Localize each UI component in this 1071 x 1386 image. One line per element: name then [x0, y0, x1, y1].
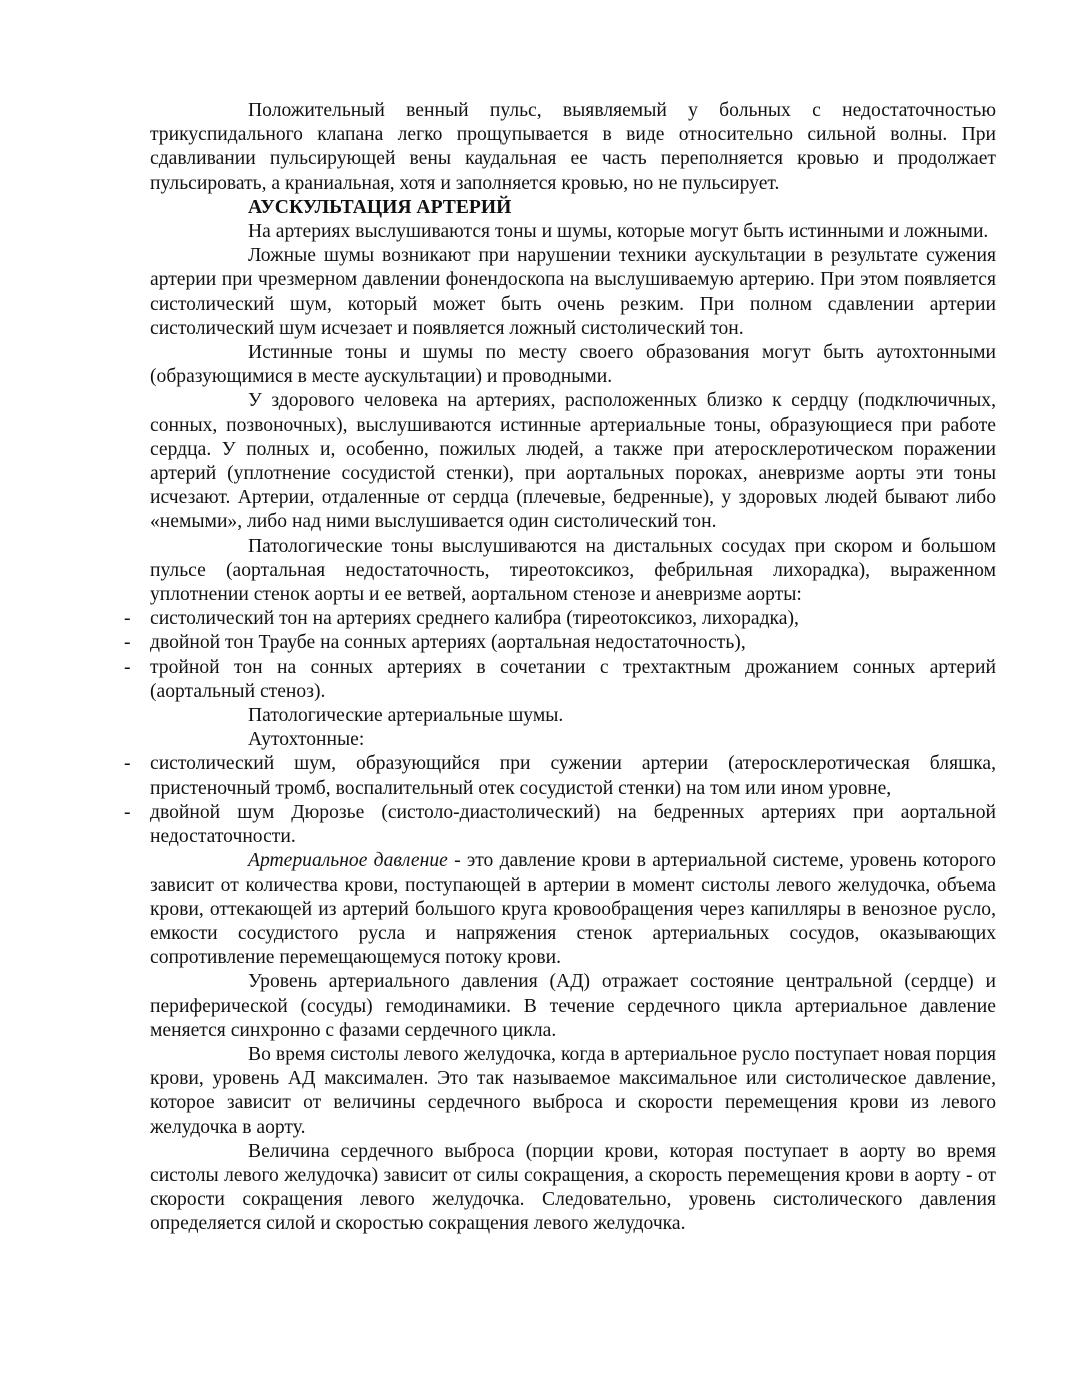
paragraph-healthy-person: У здорового человека на артериях, расположенных близко к сердцу (подключичных, сонных, позвоночных), выслушиваются истинные артериальные тоны, образующиеся при работе сердца. У полных и, особенно, пожилых людей, а также при атеросклеротическом поражении артерий (уплотнение сосудистой стенки), при аортальных пороках, аневризме аорты эти тоны исчезают. Артерии, отдаленные от сердца (плечевые, бедренные), у здоровых людей бывают либо «немыми», либо над ними выслушивается один систолический тон.: [150, 390, 996, 533]
term-arterial-pressure: Артериальное давление: [248, 850, 448, 872]
paragraph-pathological-tones: Патологические тоны выслушиваются на дистальных сосудах при скором и большом пульсе (аортальная недостаточность, тиреотоксикоз, фебрильная лихорадка), выраженном уплотнении стенок аорты и ее ветвей, аортальном стенозе и аневризме аорты:: [150, 535, 996, 606]
paragraph-autochthonous: Аутохтонные:: [248, 729, 365, 751]
list-autochthonous-murmurs: [150, 752, 996, 849]
list-item: - систолический тон на артериях среднего калибра (тиреотоксикоз, лихорадка),: [150, 607, 996, 631]
list-item: - двойной шум Дюрозье (систоло-диастолический) на бедренных артериях при аортальной недостаточности.: [150, 801, 996, 849]
paragraph-true-tones: Истинные тоны и шумы по месту своего образования могут быть аутохтонными (образующимися в месте аускультации) и проводными.: [150, 342, 996, 388]
paragraph-pathological-murmurs: Патологические артериальные шумы.: [248, 705, 564, 727]
paragraph-venous-pulse: Положительный венный пульс, выявляемый у больных с недостаточностью трикуспидального клапана легко прощупывается в виде относительно сильной волны. При сдавливании пульсирующей вены каудальная ее часть переполняется кровью и продолжает пульсировать, а краниальная, хотя и заполняется кровью, но не пульсирует.: [150, 100, 996, 194]
section-heading: АУСКУЛЬТАЦИЯ АРТЕРИЙ: [248, 196, 512, 218]
paragraph-false-murmurs: Ложные шумы возникают при нарушении техники аускультации в результате сужения артерии при чрезмерном давлении фонендоскопа на выслушиваемую артерию. При этом появляется систолический шум, который может быть очень резким. При полном сдавлении артерии систолический шум исчезает и появляется ложный систолический тон.: [150, 245, 996, 339]
paragraph-tones-murmurs: На артериях выслушиваются тоны и шумы, которые могут быть истинными и ложными.: [248, 221, 989, 243]
paragraph-arterial-pressure: [150, 849, 996, 970]
list-item: - двойной тон Траубе на сонных артериях (аортальная недостаточность),: [150, 631, 996, 655]
list-item: - тройной тон на сонных артериях в сочетании с трехтактным дрожанием сонных артерий (аортальный стеноз).: [150, 656, 996, 704]
paragraph-systole: Во время систолы левого желудочка, когда в артериальное русло поступает новая порция крови, уровень АД максимален. Это так называемое максимальное или систолическое давление, которое зависит от величины сердечного выброса и скорости перемещения крови из левого желудочка в аорту.: [150, 1043, 996, 1138]
list-item: - систолический шум, образующийся при сужении артерии (атеросклеротическая бляшка, пристеночный тромб, воспалительный отек сосудистой стенки) на том или ином уровне,: [150, 752, 996, 800]
paragraph-bp-level: Уровень артериального давления (АД) отражает состояние центральной (сердце) и периферической (сосуды) гемодинамики. В течение сердечного цикла артериальное давление меняется синхронно с фазами сердечного цикла.: [150, 971, 996, 1041]
list-pathological-tones: [150, 607, 996, 704]
definition-arterial-pressure: - это давление крови в артериальной системе, уровень которого зависит от количества крови, поступающей в артерии в момент систолы левого желудочка, объема крови, оттекающей из артерий большого круга кровообращения через капилляры в венозное русло, емкости сосудистого русла и напряжения стенок артериальных сосудов, оказывающих сопротивление перемещающемуся потоку крови.: [150, 850, 996, 969]
document-page: [150, 99, 996, 1237]
paragraph-cardiac-output: Величина сердечного выброса (порции крови, которая поступает в аорту во время систолы левого желудочка) зависит от силы сокращения, а скорость перемещения крови в аорту - от скорости сокращения левого желудочка. Следовательно, уровень систолического давления определяется силой и скоростью сокращения левого желудочка.: [150, 1140, 996, 1235]
